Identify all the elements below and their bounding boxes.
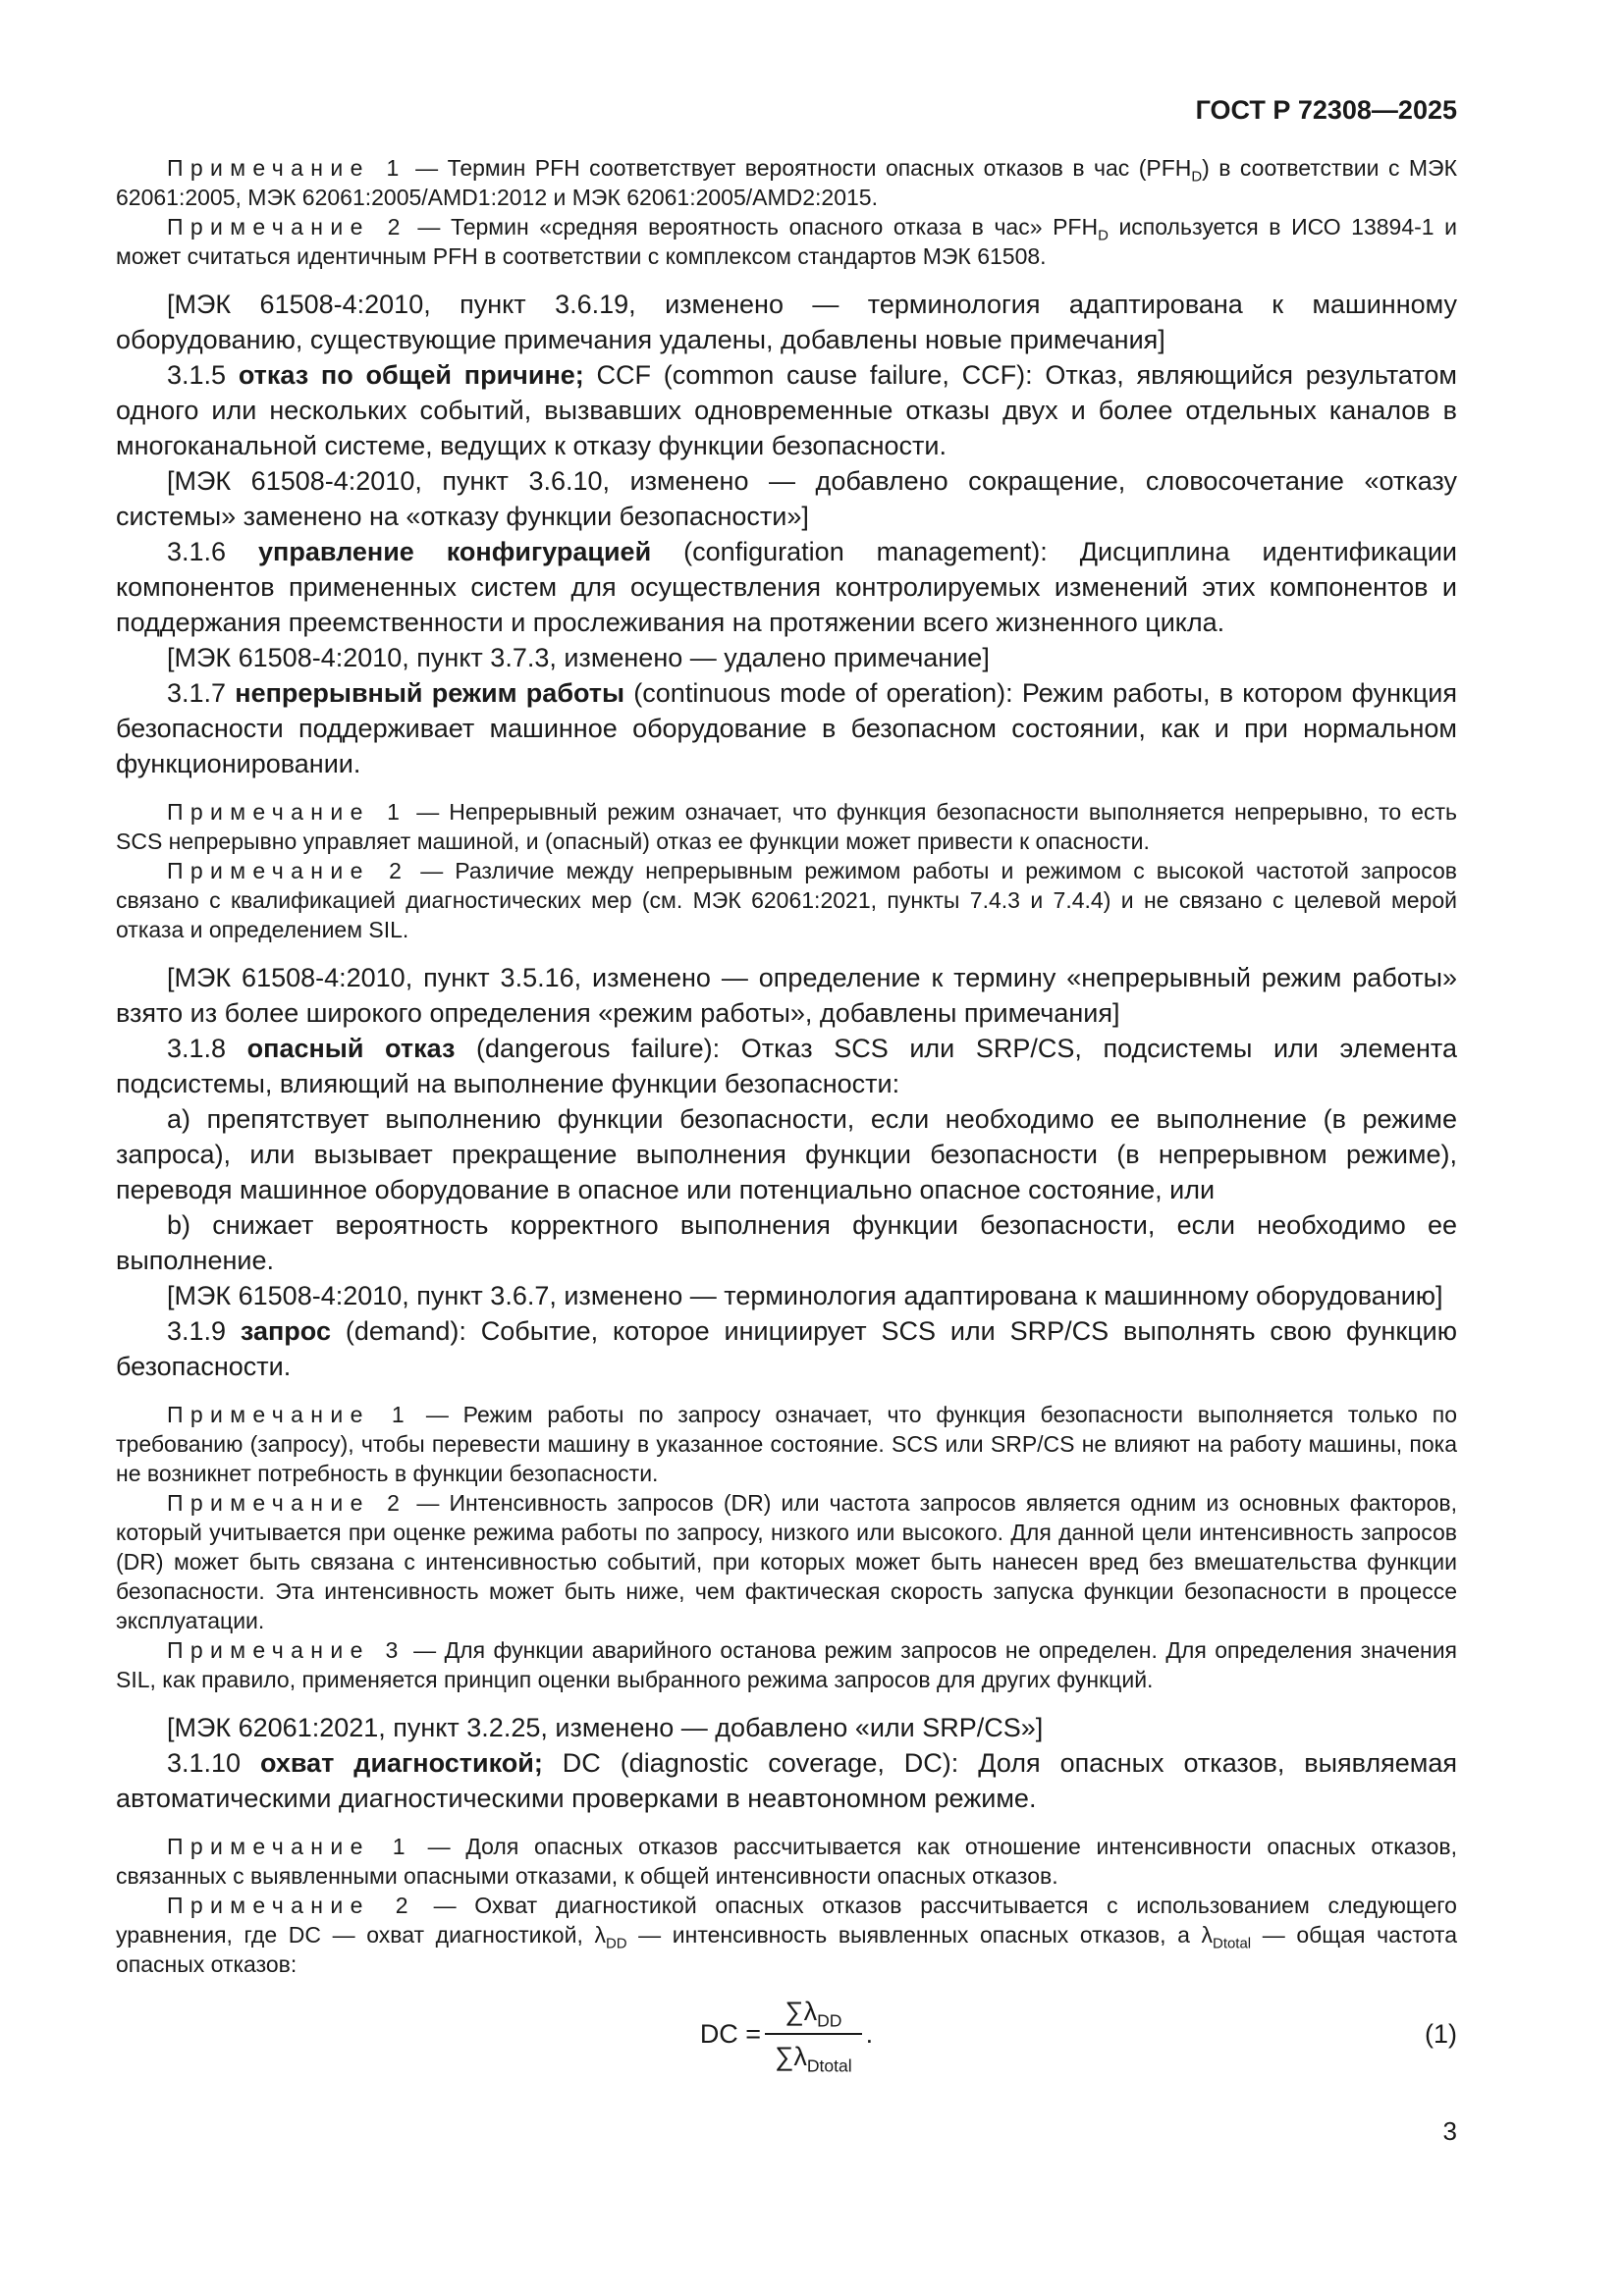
- text-segment: ) в соответствии с МЭК 62061:2005, МЭК 62061:2005/AMD1:2012 и МЭК 62061:2005/AMD2:2015.: [116, 155, 1457, 210]
- formula-dc: [699, 1995, 874, 2076]
- equation-number: (1): [1425, 2019, 1457, 2049]
- note-paragraph: [116, 1635, 1457, 1694]
- formula-block: [116, 1995, 1457, 2076]
- text-segment: (configuration management): Дисциплина идентификации компонентов примененных систем для осуществления контролируемых изменений этих компонентов и поддержания преемственности и прослеживания на протяжении всего жизненного цикла.: [116, 537, 1457, 637]
- text-segment: [МЭК 62061:2021, пункт 3.2.25, изменено — добавлено «или SRP/CS»]: [167, 1713, 1044, 1742]
- text-segment: [МЭК 61508-4:2010, пункт 3.7.3, изменено — удалено примечание]: [167, 643, 990, 672]
- text-segment: Примечание 1: [167, 1834, 412, 1859]
- text-segment: — Интенсивность запросов (DR) или частота запросов является одним из основных факторов, который учитывается при оценке режима работы по запросу, низкого или высокого. Для данной цели интенсивность запросов (DR) может быть связана с интенсивностью событий, при которых может быть нанесен вред без вмешательства функции безопасности. Эта интенсивность может быть ниже, чем фактическая скорость запуска функции безопасности в процессе эксплуатации.: [116, 1490, 1457, 1633]
- term-name: непрерывный режим работы: [235, 678, 625, 708]
- text-segment: — Термин PFH соответствует вероятности опасных отказов в час (PFH: [406, 155, 1192, 181]
- fraction-numerator: [765, 1995, 862, 2035]
- note-paragraph: [116, 1400, 1457, 1488]
- text-segment: — Непрерывный режим означает, что функция безопасности выполняется непрерывно, то есть SCS непрерывно управляет машиной, и (опасный) отказ ее функции может привести к опасности.: [116, 799, 1457, 854]
- term-name: запрос: [240, 1316, 331, 1346]
- text-segment: Примечание 1: [167, 155, 406, 181]
- text-segment: ∑λ: [775, 2042, 807, 2071]
- body-paragraph: [116, 1101, 1457, 1207]
- term-name: управление конфигурацией: [258, 537, 652, 566]
- bracket-paragraph: [116, 463, 1457, 534]
- text-segment: (dangerous failure): Отказ SCS или SRP/CS, подсистемы или элемента подсистемы, влияющий на выполнение функции безопасности:: [116, 1034, 1458, 1098]
- formula-lhs: DC =: [699, 2019, 762, 2049]
- bracket-paragraph: [116, 640, 1457, 675]
- text-segment: Примечание 3: [167, 1637, 406, 1663]
- fraction-denominator: [765, 2035, 862, 2076]
- text-segment: Примечание 2: [167, 858, 409, 883]
- term-name: охват диагностикой;: [260, 1748, 543, 1778]
- text-segment: используется в ИСО 13894-1 и может считаться идентичным PFH в соответствии с комплексом стандартов МЭК 61508.: [116, 214, 1457, 269]
- body-paragraph: [116, 534, 1457, 640]
- text-segment: b) снижает вероятность корректного выполнения функции безопасности, если необходимо ее выполнение.: [116, 1210, 1457, 1275]
- text-segment: Примечание 1: [167, 799, 407, 825]
- subscript-text: Dtotal: [806, 2056, 852, 2076]
- text-segment: — интенсивность выявленных опасных отказов, а λ: [626, 1922, 1214, 1948]
- page-header: [116, 94, 1457, 126]
- text-segment: DC (diagnostic coverage, DC): Доля опасных отказов, выявляемая автоматическими диагностическими проверками в неавтономном режиме.: [116, 1748, 1457, 1813]
- text-segment: Примечание 2: [167, 214, 407, 240]
- body-paragraph: [116, 1745, 1457, 1816]
- document-content: [116, 153, 1458, 2076]
- term-name: опасный отказ: [246, 1034, 456, 1063]
- formula-tail: .: [865, 2019, 874, 2049]
- bracket-paragraph: [116, 1278, 1457, 1313]
- bracket-paragraph: [116, 1710, 1457, 1745]
- text-segment: [МЭК 61508-4:2010, пункт 3.6.19, изменено — терминология адаптирована к машинному оборудованию, существующие примечания удалены, добавлены новые примечания]: [116, 290, 1457, 354]
- text-segment: — Для функции аварийного останова режим запросов не определен. Для определения значения SIL, как правило, применяется принцип оценки выбранного режима запросов для других функций.: [116, 1637, 1457, 1692]
- text-segment: [МЭК 61508-4:2010, пункт 3.6.7, изменено — терминология адаптирована к машинному оборудованию]: [167, 1281, 1443, 1310]
- note-paragraph: [116, 797, 1457, 856]
- bracket-paragraph: [116, 960, 1457, 1031]
- text-segment: [МЭК 61508-4:2010, пункт 3.6.10, изменено — добавлено сокращение, словосочетание «отказу системы» заменено на «отказу функции безопасности»]: [116, 466, 1457, 531]
- term-name: отказ по общей причине;: [238, 360, 584, 390]
- text-segment: a) препятствует выполнению функции безопасности, если необходимо ее выполнение (в режиме запроса), или вызывает прекращение выполнения функции безопасности (в непрерывном режиме), переводя машинное оборудование в опасное или потенциально опасное состояние, или: [116, 1104, 1457, 1204]
- note-paragraph: [116, 1891, 1457, 1979]
- text-segment: 3.1.7: [167, 678, 236, 708]
- text-segment: 3.1.9: [167, 1316, 241, 1346]
- page-number: 3: [1442, 2116, 1457, 2146]
- text-segment: — Различие между непрерывным режимом работы и режимом с высокой частотой запросов связано с квалификацией диагностических мер (см. МЭК 62061:2021, пункты 7.4.3 и 7.4.4) и не связано с целевой мерой отказа и определением SIL.: [116, 858, 1457, 942]
- text-segment: CCF (common cause failure, CCF): Отказ, являющийся результатом одного или нескольких событий, вызвавших одновременные отказы двух и более отдельных каналов в многоканальной системе, ведущих к отказу функции безопасности.: [116, 360, 1457, 460]
- text-segment: (continuous mode of operation): Режим работы, в котором функция безопасности поддерживает машинное оборудование в безопасном состоянии, как и при нормальном функционировании.: [116, 678, 1457, 778]
- note-paragraph: [116, 212, 1457, 271]
- text-segment: (demand): Событие, которое инициирует SCS или SRP/CS выполнять свою функцию безопасности.: [116, 1316, 1457, 1381]
- subscript-text: D: [1098, 227, 1109, 244]
- text-segment: Примечание 1: [167, 1402, 412, 1427]
- text-segment: Примечание 2: [167, 1893, 415, 1918]
- body-paragraph: [116, 357, 1457, 463]
- subscript-text: DD: [817, 2010, 842, 2031]
- document-code: ГОСТ Р 72308—2025: [1195, 95, 1457, 125]
- text-segment: 3.1.5: [167, 360, 239, 390]
- note-paragraph: [116, 856, 1457, 944]
- text-segment: — Доля опасных отказов рассчитывается как отношение интенсивности опасных отказов, связанных с выявленными опасными отказами, к общей интенсивности опасных отказов.: [116, 1834, 1457, 1889]
- subscript-text: D: [1191, 168, 1203, 186]
- bracket-paragraph: [116, 287, 1457, 357]
- subscript-text: Dtotal: [1213, 1935, 1252, 1952]
- text-segment: ∑λ: [785, 1997, 818, 2026]
- text-segment: Примечание 2: [167, 1490, 407, 1516]
- note-paragraph: [116, 153, 1457, 212]
- fraction: [765, 1995, 862, 2076]
- text-segment: 3.1.8: [167, 1034, 247, 1063]
- text-segment: — Термин «средняя вероятность опасного отказа в час» PFH: [406, 214, 1099, 240]
- text-segment: 3.1.10: [167, 1748, 261, 1778]
- note-paragraph: [116, 1488, 1457, 1635]
- body-paragraph: [116, 1207, 1457, 1278]
- text-segment: — общая частота опасных отказов:: [116, 1922, 1457, 1977]
- text-segment: [МЭК 61508-4:2010, пункт 3.5.16, изменено — определение к термину «непрерывный режим работы» взято из более широкого определения «режим работы», добавлены примечания]: [116, 963, 1457, 1028]
- body-paragraph: [116, 1313, 1457, 1384]
- subscript-text: DD: [605, 1935, 627, 1952]
- text-segment: — Охват диагностикой опасных отказов рассчитывается с использованием следующего уравнения, где DC — охват диагностикой, λ: [116, 1893, 1457, 1948]
- body-paragraph: [116, 675, 1457, 781]
- body-paragraph: [116, 1031, 1457, 1101]
- text-segment: 3.1.6: [167, 537, 258, 566]
- note-paragraph: [116, 1832, 1457, 1891]
- text-segment: — Режим работы по запросу означает, что функция безопасности выполняется только по требованию (запросу), чтобы перевести машину в указанное состояние. SCS или SRP/CS не влияют на работу машины, пока не возникнет потребность в функции безопасности.: [116, 1402, 1457, 1486]
